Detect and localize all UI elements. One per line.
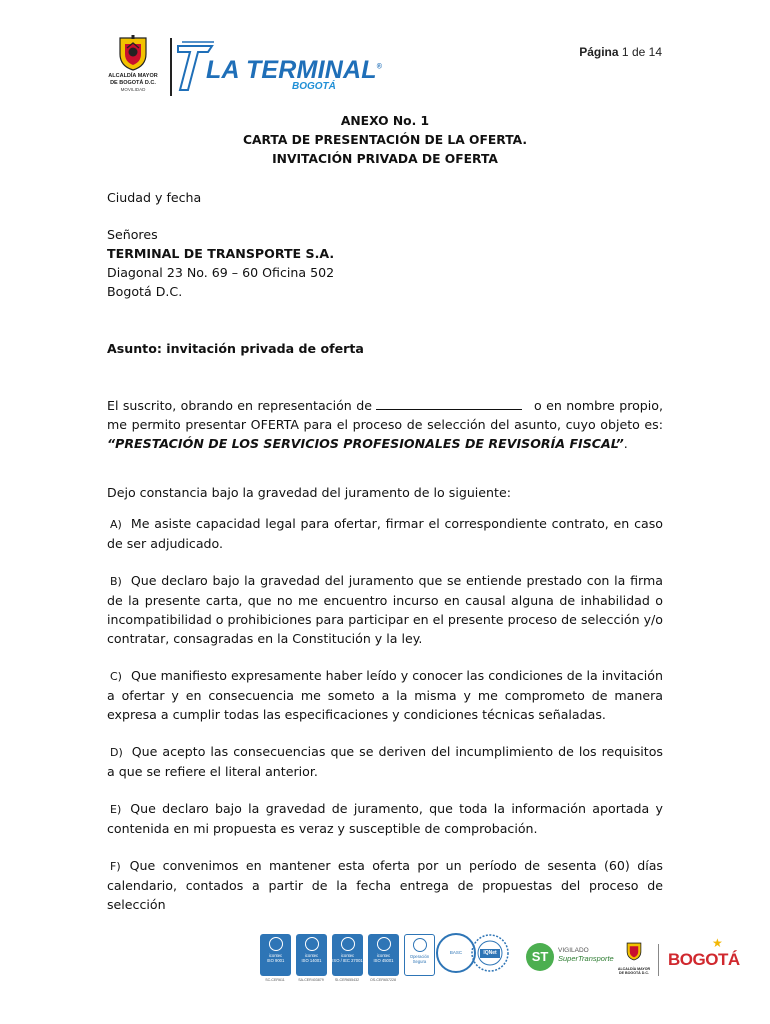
icontec-cert-badge: icontec ISO 45001 bbox=[368, 934, 399, 976]
alcaldia-department: MOVILIDAD bbox=[120, 87, 146, 92]
supertransporte-logo: ST bbox=[526, 943, 554, 971]
list-item: E) Que declaro bajo la gravedad de juramento, que toda la información aportada y contenida en mi propuesta es veraz y susceptible de comprobación. bbox=[107, 801, 663, 836]
list-item: C) Que manifiesto expresamente haber leído y conocer las condiciones de la invitación a ofertar y en consecuencia me someto a la misma y me comprometo de manera expresa a cumplir todas las especificaciones y condiciones técnicas señaladas. bbox=[107, 668, 663, 722]
terminal-city: BOGOTÁ bbox=[292, 81, 336, 92]
list-item: B) Que declaro bajo la gravedad del juramento que se entiende prestado con la firma de la presente carta, que no me encuentro incurso en causal alguna de inhabilidad o incompatibilidad o prohibiciones para participar en el presente proceso de selección y/o contratar, consagradas en la Constitución y la ley. bbox=[107, 573, 663, 646]
iqnet-seal: IQNet bbox=[470, 933, 510, 973]
document-title bbox=[107, 112, 663, 169]
la-terminal-logo bbox=[176, 40, 383, 96]
alcaldia-logo bbox=[100, 34, 166, 100]
invitation-title: INVITACIÓN PRIVADA DE OFERTA bbox=[272, 152, 498, 166]
cert-code: SI-CER655432 bbox=[334, 978, 360, 982]
list-item: A) Me asiste capacidad legal para ofertar, firmar el correspondiente contrato, en caso de ser adjudicado. bbox=[107, 516, 663, 551]
basc-seal: BASC bbox=[436, 933, 476, 973]
icontec-cert-badge: icontec ISO 14001 bbox=[296, 934, 327, 976]
icontec-cert-badge: icontec ISO 9001 bbox=[260, 934, 291, 976]
terminal-title: LA TERMINAL® bbox=[206, 56, 383, 84]
document-body bbox=[107, 112, 663, 914]
recipient-salutation: Señores bbox=[107, 227, 158, 242]
list-item: F) Que convenimos en mantener esta oferta por un período de sesenta (60) días calendario, contados a partir de la fecha entrega de propuestas del proceso de selección bbox=[107, 858, 663, 912]
icontec-cert-badge: icontec ISO / IEC 27001 bbox=[332, 934, 363, 976]
shield-icon bbox=[413, 938, 427, 952]
icontec-icon bbox=[377, 937, 391, 951]
recipient-company: TERMINAL DE TRANSPORTE S.A. bbox=[107, 246, 335, 261]
representation-blank-field[interactable] bbox=[376, 396, 522, 410]
supertransporte-text: VIGILADO SuperTransporte bbox=[558, 947, 614, 963]
bogota-logo: BOGOTÁ bbox=[668, 950, 740, 969]
cert-code: SA-CER403879 bbox=[298, 978, 324, 982]
contract-object: “PRESTACIÓN DE LOS SERVICIOS PROFESIONALES DE REVISORÍA FISCAL” bbox=[107, 436, 624, 451]
annex-number: ANEXO No. 1 bbox=[340, 114, 430, 128]
recipient-block bbox=[107, 225, 663, 301]
list-item: D) Que acepto las consecuencias que se deriven del incumplimiento de los requisitos a que se refiere el literal anterior. bbox=[107, 744, 663, 779]
icontec-icon bbox=[269, 937, 283, 951]
intro-paragraph: El suscrito, obrando en representación de o en nombre propio, me permito presentar OFERTA para el proceso de selección del asunto, cuyo objeto es: “PRESTACIÓN DE LOS SERVICIOS PROFESIONALES DE REVISORÍA FISCAL”. bbox=[107, 398, 664, 451]
recipient-city: Bogotá D.C. bbox=[107, 284, 183, 299]
recipient-address: Diagonal 23 No. 69 – 60 Oficina 502 bbox=[107, 265, 335, 280]
city-date: Ciudad y fecha bbox=[107, 190, 202, 205]
alcaldia-name: ALCALDÍA MAYOR DE BOGOTÁ D.C. bbox=[108, 73, 158, 86]
subject-line: Asunto: invitación privada de oferta bbox=[107, 341, 364, 356]
escudo-icon bbox=[625, 940, 643, 962]
star-icon: ★ bbox=[712, 936, 723, 950]
page-number: Página 1 de 14 bbox=[579, 45, 662, 59]
icontec-icon bbox=[341, 937, 355, 951]
letter-title: CARTA DE PRESENTACIÓN DE LA OFERTA. bbox=[242, 133, 528, 147]
cert-code: SC-CER611 bbox=[265, 978, 285, 982]
page-footer bbox=[250, 928, 750, 992]
cert-code: OS-CER657228 bbox=[370, 978, 396, 982]
icontec-icon bbox=[305, 937, 319, 951]
alcaldia-small-logo: ALCALDÍA MAYOR DE BOGOTÁ D.C. bbox=[616, 940, 652, 975]
footer-divider bbox=[658, 944, 659, 976]
page-header bbox=[0, 0, 770, 110]
escudo-icon bbox=[116, 34, 150, 72]
operacion-segura-badge: Operación Segura bbox=[404, 934, 435, 976]
oath-intro: Dejo constancia bajo la gravedad del juramento de lo siguiente: bbox=[107, 485, 511, 500]
declaration-list bbox=[107, 514, 663, 914]
header-divider bbox=[170, 38, 172, 96]
